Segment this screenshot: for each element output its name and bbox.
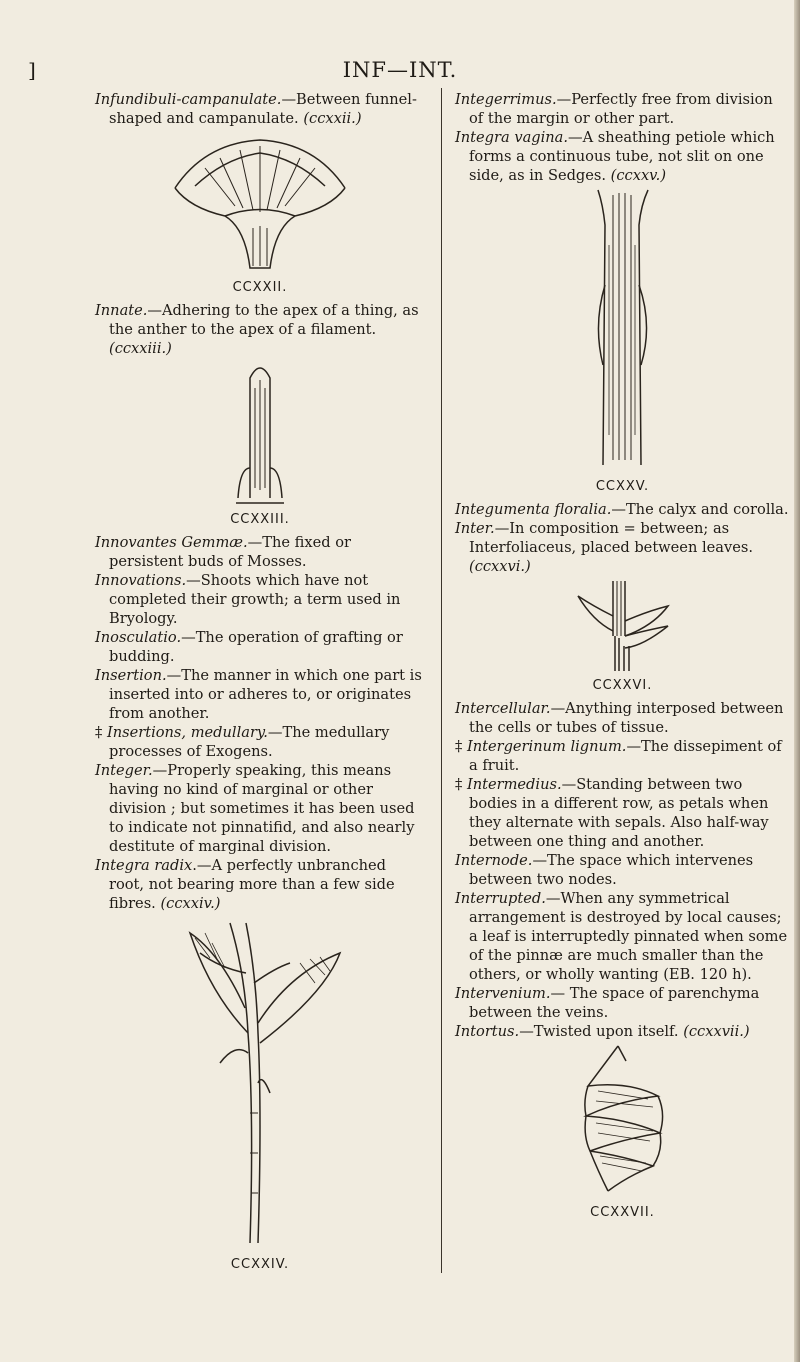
entry-term: Integer. [95, 762, 153, 779]
funnel-campanulate-illustration [165, 128, 355, 276]
entry-def: —The medullary processes of Exogens. [109, 724, 390, 760]
entry-internode [455, 851, 790, 889]
right-column [455, 90, 790, 1226]
double-dagger-mark: ‡ [455, 776, 463, 793]
entry-inosculatio [95, 628, 425, 666]
page-bracket: ] [28, 58, 36, 82]
entry-intercellular [455, 699, 790, 737]
entry-def: —The fixed or persistent buds of Mosses. [109, 534, 352, 570]
entry-def: —The manner in which one part is inserted into or adheres to, or originates from another. [109, 667, 422, 722]
entry-term: Integra radix [95, 857, 193, 874]
entry-innate [95, 301, 425, 358]
entry-ref: (ccxxvi.) [469, 558, 531, 575]
entry-def: — The space of parenchyma between the veins. [469, 985, 760, 1021]
sheathing-petiole-illustration [583, 185, 663, 475]
running-head: INF—INT. [342, 58, 458, 82]
figure-caption: CCXXVII. [590, 1205, 655, 1220]
entry-term: Insertion. [95, 667, 167, 684]
entry-intervenium [455, 984, 790, 1022]
figure-ccxxiii [95, 358, 425, 529]
entry-def: —Standing between two bodies in a different row, as petals when they alternate with sepals. Also half-way between one thing and another. [469, 776, 769, 850]
entry-def: —In composition = between; as Interfoliaceus, placed between leaves. [469, 520, 754, 556]
entry-term: Insertions, medullary. [106, 724, 268, 741]
entry-integra-vagina [455, 128, 790, 185]
entry-term: Intortus. [455, 1023, 520, 1040]
entry-def: —Twisted upon itself. [519, 1023, 679, 1040]
entry-intermedius [455, 775, 790, 851]
figure-caption: CCXXII. [232, 280, 288, 295]
entry-ref: (ccxxvii.) [683, 1023, 750, 1040]
entry-term: Inter. [455, 520, 495, 537]
twisted-bud-illustration [568, 1041, 678, 1201]
entry-def: —Between funnel-shaped and campanulate. [109, 91, 417, 127]
entry-term: Intervenium. [455, 985, 551, 1002]
entry-term: Interrupted. [455, 890, 546, 907]
unbranched-root-illustration [150, 913, 370, 1253]
figure-caption: CCXXV. [595, 479, 650, 494]
entry-insertions-medullary [95, 723, 425, 761]
entry-def: —The operation of grafting or budding. [109, 629, 403, 665]
entry-def: —A sheathing petiole which forms a continuous tube, not slit on one side, as in Sedges. [469, 129, 775, 184]
figure-ccxxvii [455, 1041, 790, 1222]
entry-insertion [95, 666, 425, 723]
page-header [0, 58, 800, 88]
entry-ref: (ccxxiii.) [109, 340, 172, 357]
figure-ccxxii [95, 128, 425, 297]
entry-innovations [95, 571, 425, 628]
entry-integumenta [455, 500, 790, 519]
figure-caption: CCXXIII. [230, 512, 290, 527]
entry-def: —Anything interposed between the cells or tubes of tissue. [469, 700, 784, 736]
page-edge [794, 0, 800, 1362]
entry-integerrimus [455, 90, 790, 128]
innate-anther-illustration [230, 358, 290, 508]
double-dagger-mark: ‡ [95, 724, 103, 741]
entry-def: —The calyx and corolla. [611, 501, 789, 518]
entry-infundibuli [95, 90, 425, 128]
figure-caption: CCXXVI. [592, 678, 653, 693]
column-divider [441, 88, 442, 1273]
entry-def: —Properly speaking, this means having no kind of marginal or other division ; but sometimes it has been used to indicate not pinnatifid, and also nearly destitute of marginal division. [109, 762, 415, 855]
entry-term: Inosculatio. [95, 629, 182, 646]
entry-term: Internode. [455, 852, 533, 869]
figure-ccxxv [455, 185, 790, 496]
entry-def: —Adhering to the apex of a thing, as the anther to the apex of a filament. [109, 302, 419, 338]
entry-def: —When any symmetrical arrangement is destroyed by local causes; a leaf is interruptedly pinnated when some of the pinnæ are much smaller than the others, or wholly wanting (EB. 120 h). [469, 890, 788, 983]
figure-ccxxvi [455, 576, 790, 695]
entry-term: Innovantes Gemmæ. [95, 534, 248, 551]
interfoliaceus-illustration [563, 576, 683, 674]
entry-term: Intergerinum lignum. [466, 738, 627, 755]
entry-term: Integra vagina. [455, 129, 569, 146]
entry-intortus [455, 1022, 790, 1041]
figure-caption: CCXXIV. [230, 1257, 290, 1272]
double-dagger-mark: ‡ [455, 738, 463, 755]
entry-def: —Perfectly free from division of the margin or other part. [469, 91, 773, 127]
entry-term: Integerrimus. [455, 91, 557, 108]
entry-def: —The space which intervenes between two nodes. [469, 852, 754, 888]
entry-term: Intermedius. [466, 776, 562, 793]
entry-innovantes [95, 533, 425, 571]
entry-term: Integumenta floralia. [455, 501, 612, 518]
entry-ref: (ccxxiv.) [160, 895, 221, 912]
entry-ref: (ccxxv.) [610, 167, 667, 184]
left-column [95, 90, 425, 1278]
figure-ccxxiv [95, 913, 425, 1274]
entry-inter [455, 519, 790, 576]
entry-integra-radix [95, 856, 425, 913]
entry-ref: (ccxxii.) [303, 110, 362, 127]
entry-intergerinum [455, 737, 790, 775]
entry-term: Innovations. [95, 572, 187, 589]
entry-term: Innate. [95, 302, 148, 319]
entry-integer [95, 761, 425, 856]
entry-def: —Shoots which have not completed their growth; a term used in Bryology. [109, 572, 401, 627]
entry-def: —The dissepiment of a fruit. [469, 738, 782, 774]
entry-term: Intercellular. [455, 700, 551, 717]
entry-term: Infundibuli-campanulate. [95, 91, 282, 108]
entry-interrupted [455, 889, 790, 984]
entry-def: .—A perfectly unbranched root, not bearing more than a few side fibres. [109, 857, 395, 912]
